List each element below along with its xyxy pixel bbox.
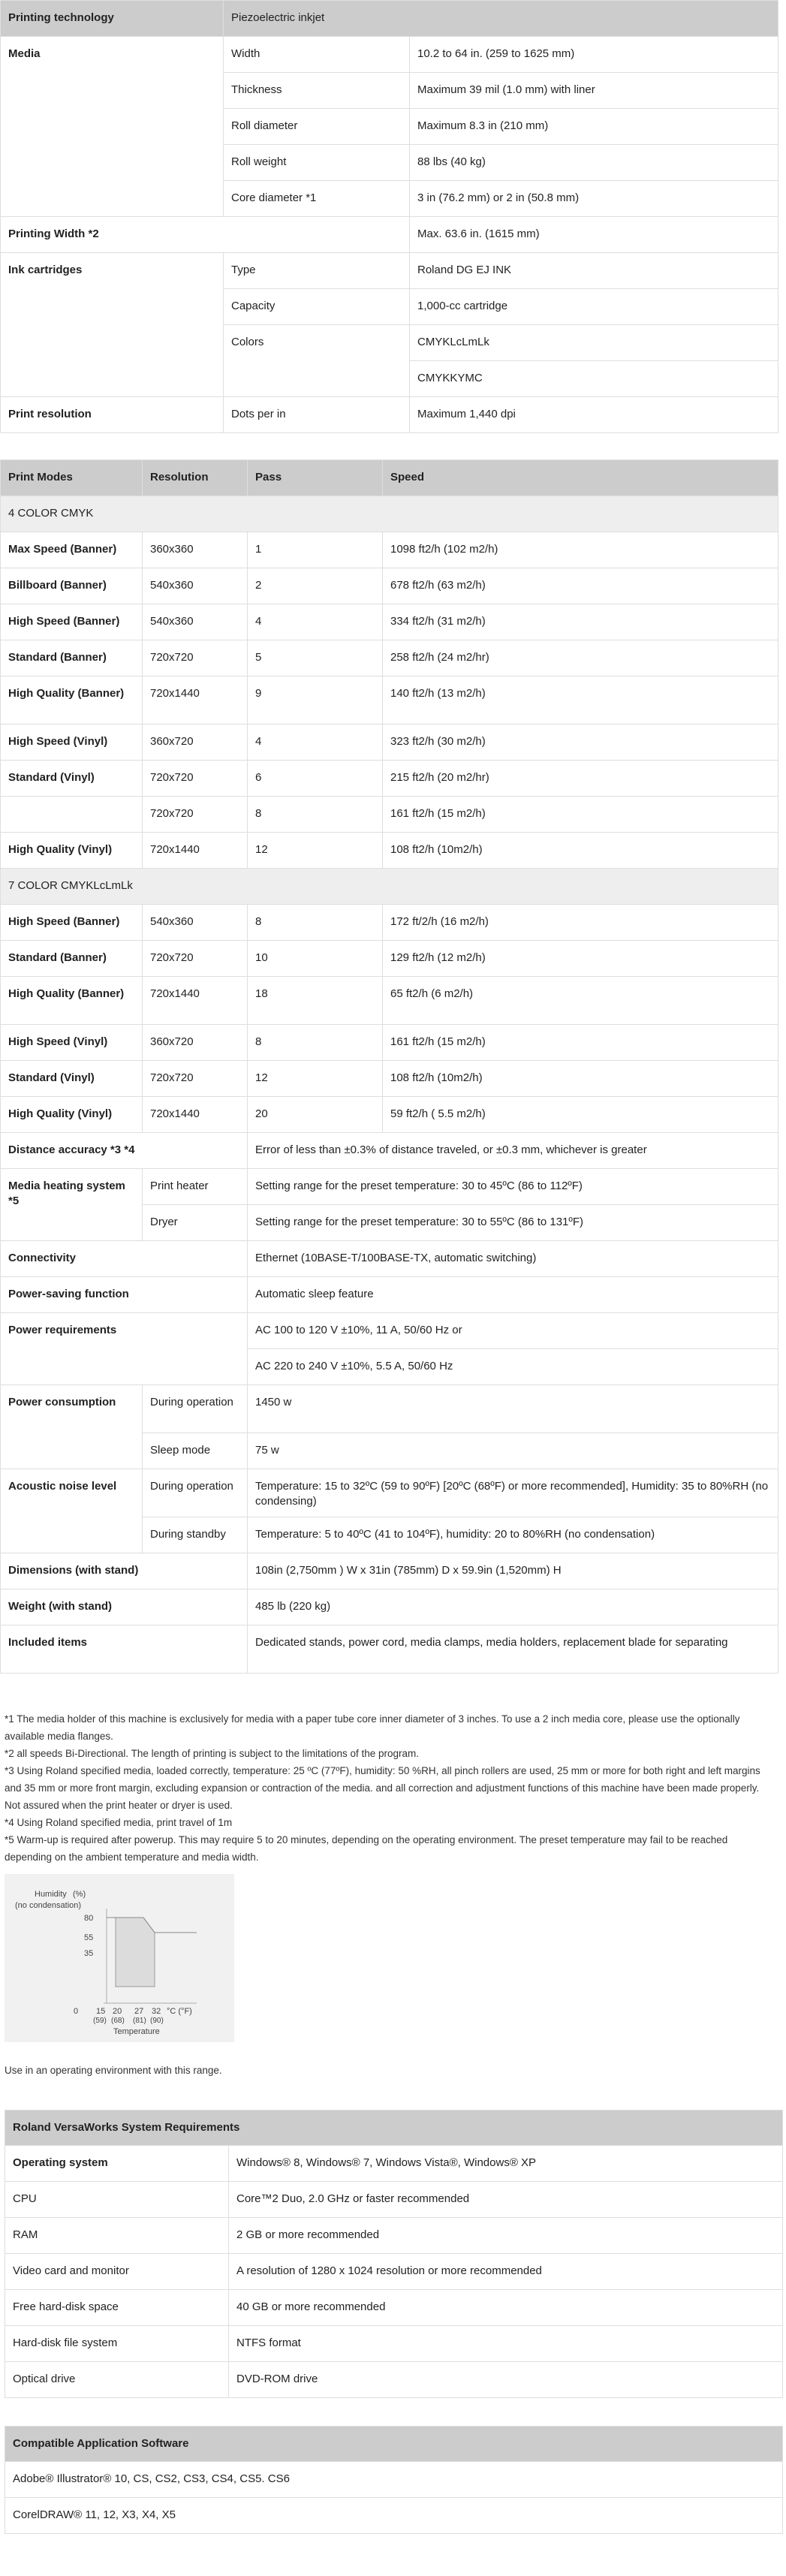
mode-resolution: 360x720 [143, 725, 248, 761]
spec-row [1, 217, 778, 253]
mode-name: High Quality (Banner) [1, 977, 143, 1025]
requirement-row [5, 2326, 783, 2362]
spec-header-row [1, 1, 778, 37]
spec-value: Temperature: 5 to 40ºC (41 to 104ºF), humidity: 20 to 80%RH (no condensation) [248, 1517, 778, 1553]
mode-pass: 12 [248, 1061, 383, 1097]
column-header: Print Modes [1, 460, 143, 496]
mode-resolution: 540x360 [143, 905, 248, 941]
spec-row [1, 1553, 778, 1589]
mode-row [1, 833, 778, 869]
y-axis-sublabel: (no condensation) [15, 1901, 82, 1910]
spec-label: Power-saving function [1, 1277, 248, 1313]
group-label: 7 COLOR CMYKLcLmLk [1, 869, 778, 905]
spec-sublabel: Roll weight [224, 145, 410, 181]
app-name: CorelDRAW® 11, 12, X3, X4, X5 [5, 2498, 783, 2534]
footnote: *1 The media holder of this machine is exclusively for media with a paper tube core inner diameter of 3 inches. To use a 2 inch media core, please use the optionally available media flanges. [5, 1713, 740, 1742]
mode-rows [1, 905, 778, 1133]
apps-header-row [5, 2427, 783, 2462]
group-row [1, 496, 778, 532]
spec-value: 75 w [248, 1433, 778, 1469]
mode-row [1, 1061, 778, 1097]
mode-row [1, 532, 778, 568]
mode-pass: 9 [248, 676, 383, 725]
requirement-row [5, 2254, 783, 2290]
spec-row [1, 1169, 778, 1205]
requirement-name: Optical drive [5, 2362, 229, 2398]
mode-speed: 129 ft2/h (12 m2/h) [383, 941, 778, 977]
footnote: *4 Using Roland specified media, print travel of 1m [5, 1817, 233, 1828]
spec-sublabel: Type [224, 253, 410, 289]
mode-row [1, 797, 778, 833]
section-title: Compatible Application Software [5, 2427, 783, 2462]
mode-resolution: 720x720 [143, 1061, 248, 1097]
requirement-name: Free hard-disk space [5, 2290, 229, 2326]
spec-value: Piezoelectric inkjet [224, 1, 778, 37]
spec-label: Included items [1, 1625, 248, 1674]
apps-rows [5, 2462, 783, 2534]
spec-row [1, 1625, 778, 1674]
requirement-name: Operating system [5, 2146, 229, 2182]
mode-name: High Quality (Banner) [1, 676, 143, 725]
mode-row [1, 941, 778, 977]
mode-name: Standard (Vinyl) [1, 761, 143, 797]
footnotes [5, 1710, 778, 1866]
spec-value: AC 100 to 120 V ±10%, 11 A, 50/60 Hz or [248, 1313, 778, 1349]
spec-value: AC 220 to 240 V ±10%, 5.5 A, 50/60 Hz [248, 1349, 778, 1385]
mode-row [1, 1097, 778, 1133]
spec-value: Setting range for the preset temperature: 30 to 55ºC (86 to 131ºF) [248, 1205, 778, 1241]
mode-resolution: 720x720 [143, 640, 248, 676]
column-header: Pass [248, 460, 383, 496]
spec-value: Max. 63.6 in. (1615 mm) [410, 217, 778, 253]
spec-value: 1450 w [248, 1385, 778, 1433]
mode-row [1, 761, 778, 797]
mode-pass: 2 [248, 568, 383, 604]
mode-speed: 161 ft2/h (15 m2/h) [383, 1025, 778, 1061]
spec-label: Printing Width *2 [1, 217, 410, 253]
spec-sublabel: During operation [143, 1469, 248, 1517]
mode-speed: 108 ft2/h (10m2/h) [383, 1061, 778, 1097]
spec-value: CMYKLcLmLk [410, 325, 778, 361]
mode-pass: 1 [248, 532, 383, 568]
spec-label: Dimensions (with stand) [1, 1553, 248, 1589]
spec-label: Acoustic noise level [1, 1469, 143, 1553]
requirement-name: Video card and monitor [5, 2254, 229, 2290]
column-header: Speed [383, 460, 778, 496]
footnote: *3 Using Roland specified media, loaded correctly, temperature: 25 ºC (77ºF), humidity: 50 %RH, all pinch rollers are used, 25 mm or more for both right and left margins and 35 mm or more front margin, excluding expansion or contraction of the media. and all correction and adjustment functions of this machine have been made properly. Not assured when the print heater or dryer is used. [5, 1765, 760, 1811]
x-tick-label: 15 [96, 2007, 106, 2016]
spec-row [1, 1469, 778, 1517]
requirement-row [5, 2362, 783, 2398]
origin-label: 0 [74, 2007, 79, 2016]
requirement-name: Hard-disk file system [5, 2326, 229, 2362]
spec-label: Power consumption [1, 1385, 143, 1469]
requirement-row [5, 2218, 783, 2254]
mode-row [1, 640, 778, 676]
mode-name: High Quality (Vinyl) [1, 1097, 143, 1133]
spec-row [1, 1385, 778, 1433]
requirements-table [5, 2110, 783, 2398]
spec-value: Maximum 39 mil (1.0 mm) with liner [410, 73, 778, 109]
operating-range-svg [5, 1874, 234, 2042]
spec-label: Weight (with stand) [1, 1589, 248, 1625]
spec-label: Printing technology [1, 1, 224, 37]
spec-sublabel: During operation [143, 1385, 248, 1433]
mode-name: High Speed (Banner) [1, 905, 143, 941]
mode-speed: 59 ft2/h ( 5.5 m2/h) [383, 1097, 778, 1133]
x-tick-f-label: (68) [111, 2017, 125, 2025]
spec-value: 485 lb (220 kg) [248, 1589, 778, 1625]
spec-sublabel: Print heater [143, 1169, 248, 1205]
spec-row [1, 1241, 778, 1277]
mode-row [1, 568, 778, 604]
y-axis-unit: (%) [73, 1890, 86, 1899]
mode-pass: 12 [248, 833, 383, 869]
mode-name: Billboard (Banner) [1, 568, 143, 604]
mode-speed: 140 ft2/h (13 m2/h) [383, 676, 778, 725]
spec-sublabel: Core diameter *1 [224, 181, 410, 217]
spec-value: CMYKKYMC [410, 361, 778, 397]
x-tick-label: 27 [134, 2007, 144, 2016]
mode-row [1, 725, 778, 761]
print-modes-table [0, 459, 778, 1674]
spec-sublabel: Dots per in [224, 397, 410, 433]
x-tick-f-label: (90) [150, 2017, 164, 2025]
mode-resolution: 720x1440 [143, 977, 248, 1025]
group-label: 4 COLOR CMYK [1, 496, 778, 532]
spec-value: 88 lbs (40 kg) [410, 145, 778, 181]
section-title: Roland VersaWorks System Requirements [5, 2111, 783, 2146]
spec-row [1, 37, 778, 73]
requirement-value: NTFS format [229, 2326, 783, 2362]
spec-value: Dedicated stands, power cord, media clamps, media holders, replacement blade for separating [248, 1625, 778, 1674]
requirement-name: CPU [5, 2182, 229, 2218]
spec-value: Maximum 8.3 in (210 mm) [410, 109, 778, 145]
mode-speed: 215 ft2/h (20 m2/hr) [383, 761, 778, 797]
spec-value: 108in (2,750mm ) W x 31in (785mm) D x 59.9in (1,520mm) H [248, 1553, 778, 1589]
mode-name: Standard (Banner) [1, 941, 143, 977]
mode-speed: 108 ft2/h (10m2/h) [383, 833, 778, 869]
spec-row [1, 253, 778, 289]
x-tick-f-label: (81) [133, 2017, 146, 2025]
mode-row [1, 604, 778, 640]
mode-name: High Speed (Banner) [1, 604, 143, 640]
spec-sublabel: Capacity [224, 289, 410, 325]
spec-row [1, 1133, 778, 1169]
mode-speed: 172 ft/2/h (16 m2/h) [383, 905, 778, 941]
mode-resolution: 720x1440 [143, 833, 248, 869]
mode-resolution: 540x360 [143, 568, 248, 604]
mode-pass: 18 [248, 977, 383, 1025]
mode-pass: 8 [248, 905, 383, 941]
mode-pass: 4 [248, 604, 383, 640]
mode-pass: 4 [248, 725, 383, 761]
mode-speed: 334 ft2/h (31 m2/h) [383, 604, 778, 640]
spec-sublabel: Thickness [224, 73, 410, 109]
x-tick-label: 32 [152, 2007, 161, 2016]
spec-value: Ethernet (10BASE-T/100BASE-TX, automatic switching) [248, 1241, 778, 1277]
requirement-row [5, 2182, 783, 2218]
requirement-value: Core™2 Duo, 2.0 GHz or faster recommended [229, 2182, 783, 2218]
mode-resolution: 540x360 [143, 604, 248, 640]
spec-label: Power requirements [1, 1313, 248, 1385]
spec-label: Media [1, 37, 224, 217]
requirement-row [5, 2146, 783, 2182]
footnote: *2 all speeds Bi-Directional. The length of printing is subject to the limitations of the program. [5, 1748, 420, 1759]
spec-sublabel: Colors [224, 325, 410, 397]
spec-value: Error of less than ±0.3% of distance traveled, or ±0.3 mm, whichever is greater [248, 1133, 778, 1169]
mode-rows [1, 532, 778, 869]
requirement-value: 2 GB or more recommended [229, 2218, 783, 2254]
mode-pass: 6 [248, 761, 383, 797]
operating-range-chart [5, 1874, 234, 2042]
mode-resolution: 360x360 [143, 532, 248, 568]
apps-table [5, 2426, 783, 2534]
mode-pass: 8 [248, 797, 383, 833]
mode-name [1, 797, 143, 833]
mode-speed: 323 ft2/h (30 m2/h) [383, 725, 778, 761]
spec-sublabel: During standby [143, 1517, 248, 1553]
mode-speed: 65 ft2/h (6 m2/h) [383, 977, 778, 1025]
requirement-value: DVD-ROM drive [229, 2362, 783, 2398]
spec-sublabel: Width [224, 37, 410, 73]
y-axis-label: Humidity [35, 1890, 67, 1899]
spec-value: Setting range for the preset temperature: 30 to 45ºC (86 to 112ºF) [248, 1169, 778, 1205]
mode-speed: 678 ft2/h (63 m2/h) [383, 568, 778, 604]
y-tick-label: 80 [84, 1914, 94, 1923]
mode-row [1, 1025, 778, 1061]
spec-label: Ink cartridges [1, 253, 224, 397]
spec-row [1, 397, 778, 433]
mode-resolution: 720x720 [143, 761, 248, 797]
mode-name: High Speed (Vinyl) [1, 1025, 143, 1061]
spec-value: 1,000-cc cartridge [410, 289, 778, 325]
spec-label: Distance accuracy *3 *4 [1, 1133, 248, 1169]
app-name: Adobe® Illustrator® 10, CS, CS2, CS3, CS4, CS5. CS6 [5, 2462, 783, 2498]
mode-row [1, 905, 778, 941]
spec-value: Temperature: 15 to 32ºC (59 to 90ºF) [20ºC (68ºF) or more recommended], Humidity: 35 to 80%RH (no condensing) [248, 1469, 778, 1517]
mode-name: High Quality (Vinyl) [1, 833, 143, 869]
requirement-value: 40 GB or more recommended [229, 2290, 783, 2326]
y-tick-label: 55 [84, 1933, 94, 1942]
x-axis-label: Temperature [113, 2027, 160, 2036]
mode-pass: 20 [248, 1097, 383, 1133]
mode-resolution: 720x1440 [143, 676, 248, 725]
mode-speed: 161 ft2/h (15 m2/h) [383, 797, 778, 833]
x-tick-label: 20 [113, 2007, 122, 2016]
column-header: Resolution [143, 460, 248, 496]
footnote: *5 Warm-up is required after powerup. This may require 5 to 20 minutes, depending on the operating environment. The preset temperature may fail to be reached depending on the ambient temperature and media width. [5, 1834, 728, 1863]
spec-label: Print resolution [1, 397, 224, 433]
mode-speed: 1098 ft2/h (102 m2/h) [383, 532, 778, 568]
requirement-row [5, 2290, 783, 2326]
mode-row [1, 676, 778, 725]
spec-value: Roland DG EJ INK [410, 253, 778, 289]
x-tick-f-label: (59) [93, 2017, 107, 2025]
spec-value: 3 in (76.2 mm) or 2 in (50.8 mm) [410, 181, 778, 217]
spec-table [0, 0, 778, 433]
y-tick-label: 35 [84, 1949, 94, 1958]
spec-label: Media heating system *5 [1, 1169, 143, 1241]
spec-row [1, 1313, 778, 1349]
mode-resolution: 720x1440 [143, 1097, 248, 1133]
requirement-name: RAM [5, 2218, 229, 2254]
chart-caption: Use in an operating environment with this range. [5, 2065, 222, 2076]
spec-row [1, 1589, 778, 1625]
mode-resolution: 720x720 [143, 797, 248, 833]
mode-pass: 8 [248, 1025, 383, 1061]
group-row [1, 869, 778, 905]
requirement-value: A resolution of 1280 x 1024 resolution or more recommended [229, 2254, 783, 2290]
spec-sublabel: Sleep mode [143, 1433, 248, 1469]
app-row [5, 2462, 783, 2498]
operating-range-area [116, 1918, 155, 1987]
requirement-value: Windows® 8, Windows® 7, Windows Vista®, Windows® XP [229, 2146, 783, 2182]
mode-speed: 258 ft2/h (24 m2/hr) [383, 640, 778, 676]
spec-sublabel: Roll diameter [224, 109, 410, 145]
app-row [5, 2498, 783, 2534]
mode-name: Max Speed (Banner) [1, 532, 143, 568]
modes-header-row [1, 460, 778, 496]
requirements-rows [5, 2146, 783, 2398]
x-unit-label: °C (°F) [167, 2007, 192, 2016]
spec-row [1, 1277, 778, 1313]
spec-value: Automatic sleep feature [248, 1277, 778, 1313]
mode-pass: 10 [248, 941, 383, 977]
mode-pass: 5 [248, 640, 383, 676]
requirements-header-row [5, 2111, 783, 2146]
mode-name: Standard (Vinyl) [1, 1061, 143, 1097]
spec-sublabel: Dryer [143, 1205, 248, 1241]
mode-name: Standard (Banner) [1, 640, 143, 676]
spec-label: Connectivity [1, 1241, 248, 1277]
mode-row [1, 977, 778, 1025]
mode-resolution: 720x720 [143, 941, 248, 977]
mode-name: High Speed (Vinyl) [1, 725, 143, 761]
mode-resolution: 360x720 [143, 1025, 248, 1061]
spec-value: Maximum 1,440 dpi [410, 397, 778, 433]
spec-value: 10.2 to 64 in. (259 to 1625 mm) [410, 37, 778, 73]
